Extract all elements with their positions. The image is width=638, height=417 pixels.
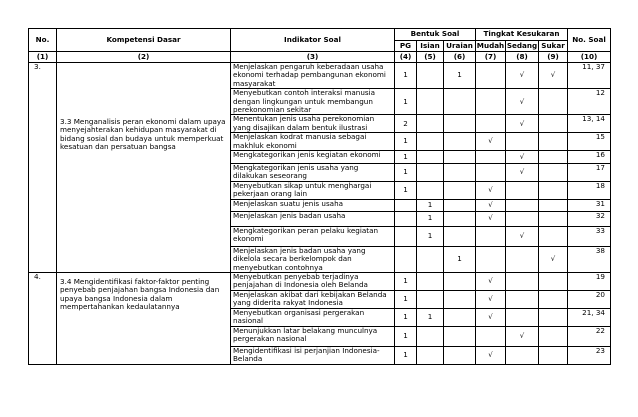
uraian-cell <box>444 308 476 326</box>
col-number: (1) <box>29 52 57 63</box>
mudah-cell: √ <box>476 290 506 308</box>
sedang-cell <box>506 199 539 211</box>
indikator-cell: Mengidentifikasi isi perjanjian Indonesia-Belanda <box>231 346 395 364</box>
isian-cell <box>417 181 444 199</box>
isian-cell: 1 <box>417 211 444 226</box>
mudah-cell <box>476 326 506 346</box>
indikator-cell: Mengkategorikan jenis kegiatan ekonomi <box>231 151 395 164</box>
indikator-cell: Menunjukkan latar belakang munculnya pergerakan nasional <box>231 326 395 346</box>
no-soal-cell: 13, 14 <box>568 115 611 133</box>
uraian-cell <box>444 151 476 164</box>
indikator-cell: Mengkategorikan peran pelaku kegiatan ekonomi <box>231 226 395 246</box>
mudah-cell: √ <box>476 199 506 211</box>
kisi-kisi-table <box>28 28 611 365</box>
kompetensi-dasar-text: 3.4 Mengidentifikasi faktor-faktor penting penyebab penjajahan bangsa Indonesia dan upaya bangsa Indonesia dalam mempertahankan kedaulatannya <box>60 276 220 312</box>
no-soal-cell: 33 <box>568 226 611 246</box>
col-number: (5) <box>417 52 444 63</box>
header-uraian: Uraian <box>444 41 476 52</box>
uraian-cell <box>444 326 476 346</box>
sedang-cell: √ <box>506 115 539 133</box>
isian-cell <box>417 151 444 164</box>
no-soal-cell: 31 <box>568 199 611 211</box>
indikator-cell: Menyebutkan contoh interaksi manusia dengan lingkungan untuk membangun perekonomian sekitar <box>231 89 395 115</box>
indikator-cell: Menjelaskan akibat dari kebijakan Belanda yang diderita rakyat Indonesia <box>231 290 395 308</box>
kompetensi-dasar-text: 3.3 Menganalisis peran ekonomi dalam upaya menyejahterakan kehidupan masyarakat di bidang sosial dan budaya untuk memperkuat kesatuan dan persatuan bangsa <box>60 117 226 152</box>
isian-cell <box>417 133 444 151</box>
indikator-cell: Menentukan jenis usaha perekonomian yang disajikan dalam bentuk ilustrasi <box>231 115 395 133</box>
sukar-cell: √ <box>539 246 568 272</box>
uraian-cell <box>444 290 476 308</box>
mudah-cell <box>476 226 506 246</box>
sedang-cell: √ <box>506 326 539 346</box>
pg-cell: 1 <box>395 272 417 290</box>
pg-cell <box>395 246 417 272</box>
pg-cell: 1 <box>395 346 417 364</box>
header-no: No. <box>29 29 57 52</box>
header-row-1 <box>29 29 611 41</box>
sedang-cell <box>506 133 539 151</box>
header-sukar: Sukar <box>539 41 568 52</box>
sedang-cell <box>506 272 539 290</box>
indikator-cell: Menjelaskan suatu jenis usaha <box>231 199 395 211</box>
col-number: (7) <box>476 52 506 63</box>
sukar-cell <box>539 346 568 364</box>
sedang-cell: √ <box>506 151 539 164</box>
header-kompetensi-dasar: Kompetensi Dasar <box>57 29 231 52</box>
indikator-cell: Menjelaskan kodrat manusia sebagai makhluk ekonomi <box>231 133 395 151</box>
header-sedang: Sedang <box>506 40 538 50</box>
mudah-cell <box>476 63 506 89</box>
col-number: (9) <box>539 52 568 63</box>
sukar-cell <box>539 326 568 346</box>
mudah-cell <box>476 164 506 182</box>
isian-cell: 1 <box>417 308 444 326</box>
sukar-cell <box>539 164 568 182</box>
no-soal-cell: 23 <box>568 346 611 364</box>
sukar-cell: √ <box>539 63 568 89</box>
uraian-cell <box>444 164 476 182</box>
pg-cell: 1 <box>395 89 417 115</box>
sukar-cell <box>539 226 568 246</box>
no-soal-cell: 19 <box>568 272 611 290</box>
uraian-cell <box>444 181 476 199</box>
isian-cell <box>417 115 444 133</box>
no-soal-cell: 22 <box>568 326 611 346</box>
col-number: (6) <box>444 52 476 63</box>
mudah-cell: √ <box>476 272 506 290</box>
pg-cell: 1 <box>395 151 417 164</box>
sedang-cell <box>506 308 539 326</box>
pg-cell: 2 <box>395 115 417 133</box>
kompetensi-dasar-cell <box>57 272 231 364</box>
uraian-cell <box>444 133 476 151</box>
pg-cell: 1 <box>395 181 417 199</box>
no-soal-cell: 15 <box>568 133 611 151</box>
sukar-cell <box>539 308 568 326</box>
isian-cell <box>417 272 444 290</box>
sukar-cell <box>539 133 568 151</box>
isian-cell: 1 <box>417 226 444 246</box>
isian-cell <box>417 326 444 346</box>
uraian-cell: 1 <box>444 246 476 272</box>
mudah-cell: √ <box>476 133 506 151</box>
pg-cell: 1 <box>395 326 417 346</box>
col-number: (3) <box>231 52 395 63</box>
mudah-cell: √ <box>476 181 506 199</box>
sukar-cell <box>539 290 568 308</box>
col-number: (2) <box>57 52 231 63</box>
header-bentuk-soal: Bentuk Soal <box>395 29 476 41</box>
column-number-row <box>29 52 611 63</box>
mudah-cell <box>476 246 506 272</box>
header-no-soal: No. Soal <box>568 29 611 52</box>
isian-cell <box>417 290 444 308</box>
sedang-cell <box>506 211 539 226</box>
sedang-cell: √ <box>506 89 539 115</box>
sedang-cell <box>506 346 539 364</box>
pg-cell <box>395 199 417 211</box>
pg-cell: 1 <box>395 164 417 182</box>
isian-cell <box>417 63 444 89</box>
sukar-cell <box>539 211 568 226</box>
mudah-cell: √ <box>476 211 506 226</box>
sedang-cell: √ <box>506 63 539 89</box>
isian-cell <box>417 246 444 272</box>
header-indikator-soal: Indikator Soal <box>231 29 395 52</box>
indikator-cell: Menjelaskan pengaruh keberadaan usaha ekonomi terhadap pembangunan ekonomi masyarakat <box>231 63 395 89</box>
mudah-cell <box>476 115 506 133</box>
uraian-cell <box>444 346 476 364</box>
sukar-cell <box>539 151 568 164</box>
indikator-cell: Menjelaskan jenis badan usaha yang dikelola secara berkelompok dan menyebutkan contohnya <box>231 246 395 272</box>
sedang-cell <box>506 181 539 199</box>
table-row <box>29 272 611 290</box>
pg-cell <box>395 226 417 246</box>
sedang-cell <box>506 246 539 272</box>
uraian-cell <box>444 272 476 290</box>
indikator-cell: Menyebutkan sikap untuk menghargai pekerjaan orang lain <box>231 181 395 199</box>
row-number: 3. <box>29 63 57 273</box>
sedang-cell: √ <box>506 164 539 182</box>
no-soal-cell: 38 <box>568 246 611 272</box>
mudah-cell <box>476 89 506 115</box>
sukar-cell <box>539 89 568 115</box>
table-body <box>29 63 611 365</box>
isian-cell <box>417 89 444 115</box>
no-soal-cell: 18 <box>568 181 611 199</box>
mudah-cell: √ <box>476 346 506 364</box>
uraian-cell <box>444 89 476 115</box>
table-row <box>29 63 611 89</box>
no-soal-cell: 16 <box>568 151 611 164</box>
pg-cell <box>395 211 417 226</box>
kompetensi-dasar-cell <box>57 63 231 273</box>
sedang-cell <box>506 290 539 308</box>
header-isian: Isian <box>417 41 444 52</box>
no-soal-cell: 21, 34 <box>568 308 611 326</box>
uraian-cell <box>444 115 476 133</box>
mudah-cell: √ <box>476 308 506 326</box>
indikator-cell: Menyebutkan organisasi pergerakan nasional <box>231 308 395 326</box>
header-pg: PG <box>395 41 417 52</box>
indikator-cell: Mengkategorikan jenis usaha yang dilakukan seseorang <box>231 164 395 182</box>
no-soal-cell: 32 <box>568 211 611 226</box>
isian-cell <box>417 164 444 182</box>
uraian-cell: 1 <box>444 63 476 89</box>
kisi-kisi-table-container <box>28 28 610 365</box>
isian-cell <box>417 346 444 364</box>
mudah-cell <box>476 151 506 164</box>
pg-cell: 1 <box>395 63 417 89</box>
pg-cell: 1 <box>395 133 417 151</box>
isian-cell: 1 <box>417 199 444 211</box>
header-tingkat-kesukaran: Tingkat Kesukaran <box>476 29 568 41</box>
sukar-cell <box>539 199 568 211</box>
uraian-cell <box>444 211 476 226</box>
pg-cell: 1 <box>395 308 417 326</box>
uraian-cell <box>444 226 476 246</box>
sedang-cell: √ <box>506 226 539 246</box>
header-mudah: Mudah <box>476 40 505 50</box>
indikator-cell: Menjelaskan jenis badan usaha <box>231 211 395 226</box>
col-number: (10) <box>568 52 611 63</box>
row-number: 4. <box>29 272 57 364</box>
uraian-cell <box>444 199 476 211</box>
col-number: (8) <box>506 52 539 63</box>
sukar-cell <box>539 115 568 133</box>
no-soal-cell: 12 <box>568 89 611 115</box>
sukar-cell <box>539 272 568 290</box>
pg-cell: 1 <box>395 290 417 308</box>
no-soal-cell: 11, 37 <box>568 63 611 89</box>
no-soal-cell: 20 <box>568 290 611 308</box>
col-number: (4) <box>395 52 417 63</box>
sukar-cell <box>539 181 568 199</box>
indikator-cell: Menyebutkan penyebab terjadinya penjajahan di Indonesia oleh Belanda <box>231 272 395 290</box>
no-soal-cell: 17 <box>568 164 611 182</box>
